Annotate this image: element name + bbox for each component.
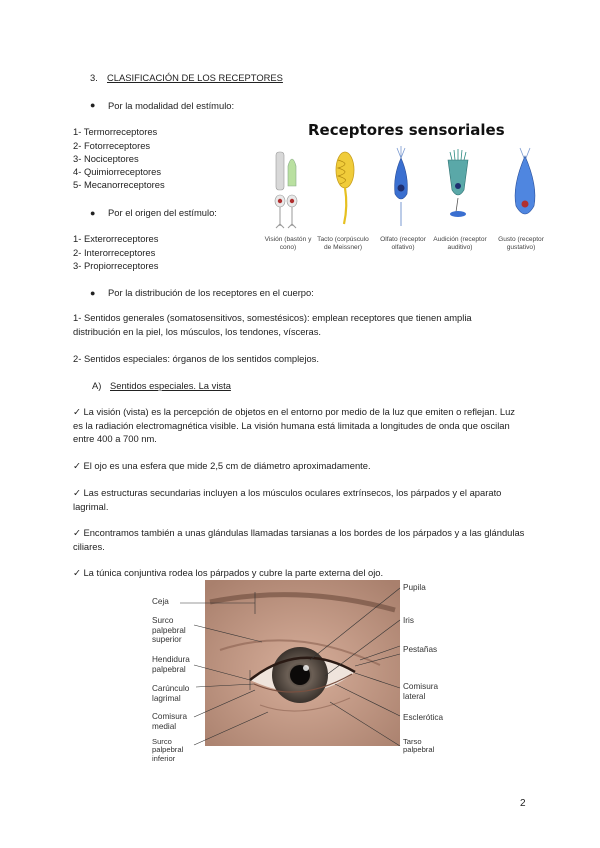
list-item: 3- Propiorreceptores: [73, 260, 159, 271]
receptor-label-tacto: Tacto (corpúsculo de Meissner): [317, 236, 369, 251]
gusto-cell-icon: [515, 148, 535, 214]
receptor-label-gusto: Gusto (receptor gustativo): [498, 236, 544, 251]
eye-label-hendidura: Hendidura palpebral: [152, 655, 190, 674]
receptores-figure: [262, 118, 548, 270]
section-number: 3.: [90, 72, 98, 83]
olfato-cell-icon: [395, 146, 408, 226]
eye-label-ceja: Ceja: [152, 597, 169, 606]
list-item: 1- Termorreceptores: [73, 126, 158, 137]
eye-label-pestanas: Pestañas: [403, 645, 438, 654]
bullet-distribucion: Por la distribución de los receptores en el cuerpo:: [108, 287, 314, 298]
subsection-letter: A): [92, 380, 102, 391]
audicion-cell-icon: [448, 149, 468, 217]
paragraph-sentidos-generales: 1- Sentidos generales (somatosensitivos, somestésicos): emplean receptores que tienen amplia distribución en la piel, los músculos, los tendones, vísceras.: [73, 312, 472, 337]
receptor-label-vision: Visión (bastón y cono): [264, 236, 312, 251]
page-number: 2: [520, 798, 526, 809]
list-item: 2- Interorreceptores: [73, 247, 156, 258]
receptores-figure-title: Receptores sensoriales: [308, 121, 505, 139]
tacto-cell-icon: [336, 152, 354, 224]
eye-label-tarso: Tarso palpebral: [403, 737, 435, 755]
eye-label-surco-superior: Surco palpebral superior: [152, 616, 186, 644]
subsection-title: Sentidos especiales. La vista: [110, 380, 231, 391]
bullet-dot: ●: [90, 208, 96, 218]
receptor-label-audicion: Audición (receptor auditivo): [433, 236, 487, 251]
list-item: 2- Fotorreceptores: [73, 140, 151, 151]
bullet-origen: Por el origen del estímulo:: [108, 207, 217, 218]
bullet-dot: ●: [90, 100, 96, 110]
receptor-label-olfato: Olfato (receptor olfativo): [380, 236, 426, 251]
vision-cell-icon: [275, 152, 297, 228]
paragraph-glandulas: ✓ Encontramos también a unas glándulas llamadas tarsianas a los bordes de los párpados y a las glándulas ciliares.: [73, 527, 525, 552]
section-title: CLASIFICACIÓN DE LOS RECEPTORES: [107, 72, 283, 83]
bullet-modalidad: Por la modalidad del estímulo:: [108, 100, 235, 111]
eye-figure: [150, 580, 450, 763]
list-item: 1- Exterorreceptores: [73, 233, 159, 244]
eye-label-iris: Iris: [403, 616, 414, 625]
eye-label-comisura-medial: Comisura medial: [152, 712, 188, 731]
eye-label-comisura-lateral: Comisura lateral: [403, 682, 439, 701]
eye-label-surco-inferior: Surco palpebral inferior: [152, 737, 184, 763]
eye-label-pupila: Pupila: [403, 583, 426, 592]
paragraph-vision: ✓ La visión (vista) es la percepción de objetos en el entorno por medio de la luz que emiten o reflejan. Luz es la radiación electromagnética visible. La visión humana está limitada a longitudes de onda que oscilan entre 400 a 700 nm.: [73, 406, 515, 444]
eye-label-caruncula: Carúnculo lagrimal: [152, 684, 190, 703]
bullet-dot: ●: [90, 288, 96, 298]
paragraph-sentidos-especiales: 2- Sentidos especiales: órganos de los sentidos complejos.: [73, 353, 319, 364]
paragraph-conjuntiva: ✓ La túnica conjuntiva rodea los párpados y cubre la parte externa del ojo.: [73, 567, 384, 578]
paragraph-estructuras: ✓ Las estructuras secundarias incluyen a los músculos oculares extrínsecos, los párpados y el aparato lagrimal.: [73, 487, 502, 512]
list-item: 5- Mecanorreceptores: [73, 179, 165, 190]
list-item: 3- Nociceptores: [73, 153, 139, 164]
list-item: 4- Quimiorreceptores: [73, 166, 162, 177]
eye-label-esclerotica: Esclerótica: [403, 713, 444, 722]
paragraph-ojo-esfera: ✓ El ojo es una esfera que mide 2,5 cm de diámetro aproximadamente.: [73, 460, 371, 471]
